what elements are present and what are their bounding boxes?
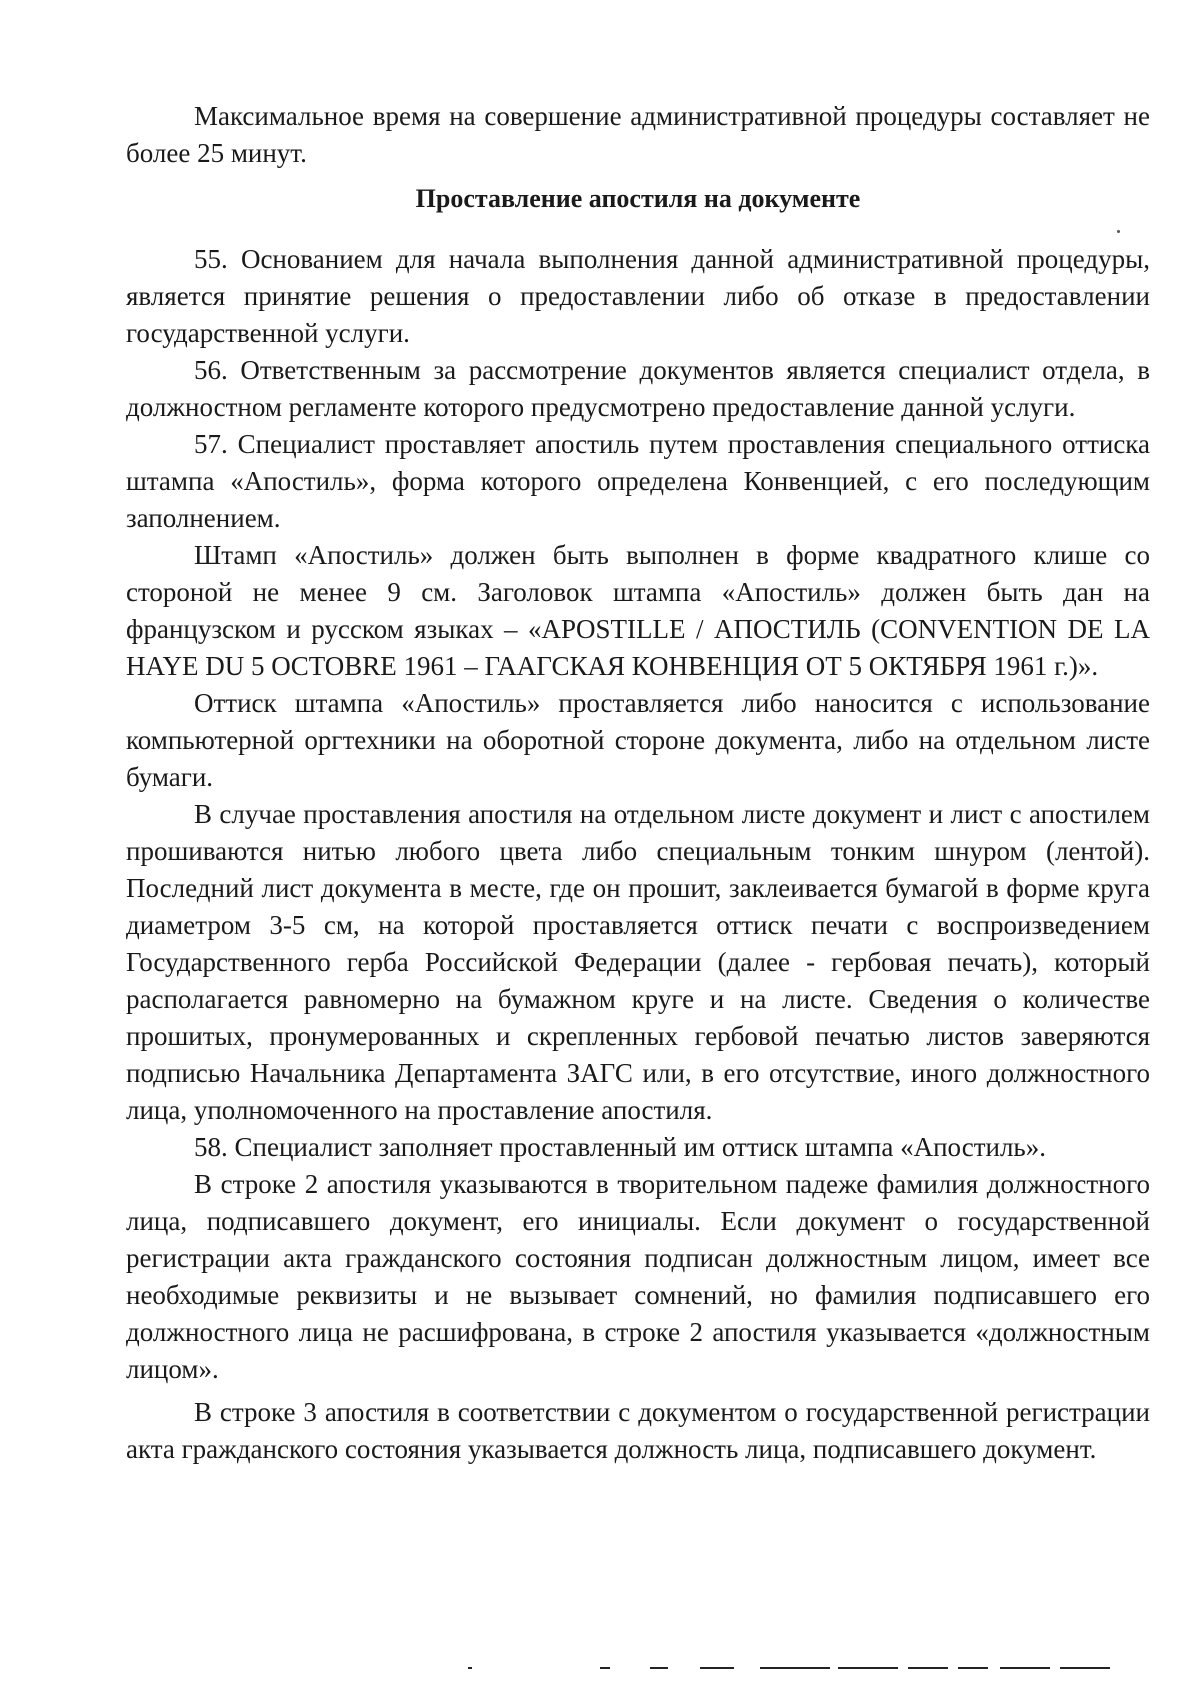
scan-artifact-mark [650, 1667, 668, 1669]
section-heading: Проставление апостиля на документе [415, 184, 861, 213]
scan-artifact-mark [838, 1667, 898, 1669]
paragraph-line-2: В строке 2 апостиля указываются в творительном падеже фамилия должностного лица, подписавшего документ, его инициалы. Если документ о государственной регистрации акта гражданского состояния подписан должностным лицом, имеет все необходимые реквизиты и не вызывает сомнений, но фамилия подписавшего его должностного лица не расшифрована, в строке 2 апостиля указывается «должностным лицом». [126, 1169, 1150, 1384]
scan-artifact-mark [700, 1667, 734, 1669]
scan-speck [1117, 230, 1120, 233]
paragraph-55: 55. Основанием для начала выполнения данной административной процедуры, является принятие решения о предоставлении либо об отказе в предоставлении государственной услуги. [126, 244, 1150, 348]
scan-artifact-mark [958, 1667, 988, 1669]
paragraph-56: 56. Ответственным за рассмотрение документов является специалист отдела, в должностном регламенте которого предусмотрено предоставление данной услуги. [126, 355, 1150, 422]
paragraph-separate-sheet: В случае проставления апостиля на отдельном листе документ и лист с апостилем прошиваются нитью любого цвета либо специальным тонким шнуром (лентой). Последний лист документа в месте, где он прошит, заклеивается бумагой в форме круга диаметром 3-5 см, на которой проставляется оттиск печати с воспроизведением Государственного герба Российской Федерации (далее - гербовая печать), который располагается равномерно на бумажном круге и на листе. Сведения о количестве прошитых, пронумерованных и скрепленных гербовой печатью листов заверяются подписью Начальника Департамента ЗАГС или, в его отсутствие, иного должностного лица, уполномоченного на проставление апостиля. [126, 799, 1150, 1125]
paragraph-stamp-imprint: Оттиск штампа «Апостиль» проставляется либо наносится с использование компьютерной оргтехники на оборотной стороне документа, либо на отдельном листе бумаги. [126, 688, 1150, 792]
paragraph-58: 58. Специалист заполняет проставленный им оттиск штампа «Апостиль». [194, 1132, 1046, 1162]
scan-artifact-mark [468, 1667, 472, 1669]
document-page [126, 98, 1150, 1468]
paragraph-line-3: В строке 3 апостиля в соответствии с документом о государственной регистрации акта гражданского состояния указывается должность лица, подписавшего документ. [126, 1397, 1150, 1464]
paragraph-stamp-format: Штамп «Апостиль» должен быть выполнен в форме квадратного клише со стороной не менее 9 см. Заголовок штампа «Апостиль» должен быть дан на французском и русском языках – «APOSTILLE / АПОСТИЛЬ (CONVENTION DE LA HAYE DU 5 OCTOBRE 1961 – ГААГСКАЯ КОНВЕНЦИЯ ОТ 5 ОКТЯБРЯ 1961 г.)». [126, 540, 1150, 681]
scan-artifact-mark [1060, 1667, 1110, 1669]
scan-artifact-mark [908, 1667, 948, 1669]
paragraph-57: 57. Специалист проставляет апостиль путем проставления специального оттиска штампа «Апостиль», форма которого определена Конвенцией, с его последующим заполнением. [126, 429, 1150, 533]
scan-artifact-mark [760, 1667, 830, 1669]
paragraph-max-time: Максимальное время на совершение административной процедуры составляет не более 25 минут. [126, 101, 1150, 168]
scan-artifact-mark [1000, 1667, 1050, 1669]
scan-artifact-mark [600, 1667, 610, 1669]
